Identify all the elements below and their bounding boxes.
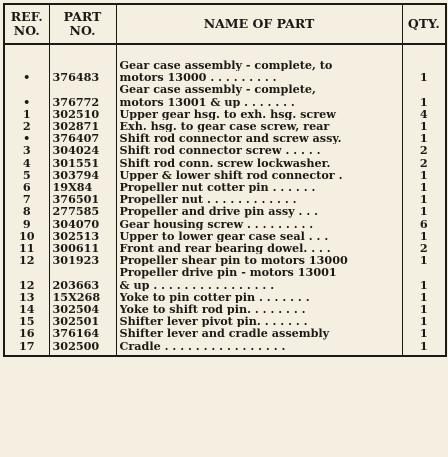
part-name-line: Yoke to pin cotter pin . . . . . . .: [119, 290, 310, 304]
part-name-line: Shift rod connector and screw assy.: [119, 132, 342, 145]
part-name-cell: [116, 59, 402, 83]
qty-cell: 1: [419, 120, 428, 133]
ref-no-header-line1: REF.: [10, 9, 43, 24]
part-name-line: Cradle . . . . . . . . . . . . . . . .: [119, 339, 286, 352]
table-row: [4, 230, 446, 242]
part-name-cell: [116, 144, 402, 156]
table-row: [4, 59, 446, 83]
part-name-line: Exh. hsg. to gear case screw, rear: [119, 120, 330, 133]
table-row: [4, 340, 446, 352]
part-no-cell: 304024: [49, 144, 116, 156]
qty-cell: 6: [419, 217, 428, 230]
table-row: [4, 181, 446, 193]
qty-cell: 2: [419, 156, 428, 169]
part-name-line: motors 13001 & up . . . . . . .: [119, 95, 295, 108]
part-name-line: Shift rod connector screw . . . . .: [119, 144, 321, 157]
qty-cell: 1: [419, 205, 428, 218]
part-name-line: Gear housing screw . . . . . . . . .: [119, 217, 314, 230]
part-name-line: Propeller nut cotter pin . . . . . .: [119, 181, 316, 194]
part-name-cell: [116, 169, 402, 181]
qty-cell: 1: [419, 277, 428, 291]
part-name-line: Gear case assembly - complete,: [119, 83, 316, 96]
table-spacer-row: [4, 44, 446, 59]
part-name-cell: [116, 254, 402, 266]
ref-no-cell: 16: [4, 327, 49, 339]
part-no-cell: 302500: [49, 340, 116, 352]
part-name-line: Shifter lever pivot pin. . . . . . .: [119, 315, 308, 328]
part-name-cell: [116, 303, 402, 315]
ref-no-cell: 1: [4, 108, 49, 120]
part-no-cell: 19X84: [49, 181, 116, 193]
part-name-cell: [116, 230, 402, 242]
table-row: [4, 254, 446, 266]
qty-cell: 1: [419, 339, 428, 352]
part-no-cell: 376483: [49, 59, 116, 83]
table-row: [4, 266, 446, 290]
part-no-header: [49, 4, 116, 44]
part-no-cell: 376407: [49, 132, 116, 144]
part-no-cell: 15X268: [49, 291, 116, 303]
part-name-cell: [116, 327, 402, 339]
part-no-cell: 203663: [49, 266, 116, 290]
ref-no-cell: 13: [4, 291, 49, 303]
part-name-line: & up . . . . . . . . . . . . . . . .: [119, 278, 275, 291]
qty-cell: 1: [419, 229, 428, 243]
qty-cell: 1: [419, 181, 428, 194]
qty-cell: 1: [419, 327, 428, 340]
parts-table: [3, 3, 447, 357]
part-name-line: Upper gear hsg. to exh. hsg. screw: [119, 107, 336, 121]
part-name-cell: [116, 340, 402, 352]
table-row: [4, 169, 446, 181]
part-no-header-line1: PART: [63, 9, 102, 24]
part-name-cell: [116, 291, 402, 303]
ref-no-cell: 17: [4, 340, 49, 352]
part-no-cell: 301923: [49, 254, 116, 266]
qty-cell: 2: [419, 144, 428, 157]
part-name-line: Gear case assembly - complete, to: [119, 59, 333, 72]
part-name-line: Propeller drive pin - motors 13001: [119, 266, 337, 279]
part-name-cell: [116, 205, 402, 217]
part-name-line: Upper & lower shift rod connector .: [119, 168, 343, 182]
table-row: [4, 303, 446, 315]
ref-no-cell: 10: [4, 230, 49, 242]
qty-cell: 1: [419, 132, 428, 145]
part-name-cell: [116, 218, 402, 230]
ref-no-cell: 14: [4, 303, 49, 315]
table-row: [4, 83, 446, 107]
table-row: [4, 193, 446, 205]
part-name-line: Propeller nut . . . . . . . . . . . .: [119, 193, 297, 206]
ref-no-cell: •: [4, 83, 49, 107]
ref-no-cell: 8: [4, 205, 49, 217]
part-name-line: Yoke to shift rod pin. . . . . . . .: [119, 303, 306, 316]
part-name-line: Shift rod conn. screw lockwasher.: [119, 156, 331, 169]
ref-no-cell: 12: [4, 254, 49, 266]
part-no-cell: 302513: [49, 230, 116, 242]
part-name-line: Upper to lower gear case seal . . .: [119, 229, 329, 243]
part-name-cell: [116, 132, 402, 144]
part-name-line: Front and rear bearing dowel. . . .: [119, 242, 331, 255]
ref-no-cell: 4: [4, 157, 49, 169]
qty-cell: 1: [419, 94, 428, 108]
part-name-cell: [116, 242, 402, 254]
table-row: [4, 218, 446, 230]
part-name-cell: [116, 193, 402, 205]
ref-no-cell: 15: [4, 315, 49, 327]
part-name-line: Propeller shear pin to motors 13000: [119, 254, 348, 267]
part-name-cell: [116, 315, 402, 327]
ref-no-cell: 2: [4, 120, 49, 132]
part-no-cell: 376501: [49, 193, 116, 205]
table-row: [4, 315, 446, 327]
part-no-cell: 376164: [49, 327, 116, 339]
part-name-line: Propeller and drive pin assy . . .: [119, 205, 319, 218]
ref-no-header-line2: NO.: [13, 23, 40, 38]
ref-no-cell: 12: [4, 266, 49, 290]
qty-cell: 1: [419, 290, 428, 304]
part-name-cell: [116, 120, 402, 132]
part-no-cell: 300611: [49, 242, 116, 254]
ref-no-cell: 3: [4, 144, 49, 156]
ref-no-cell: 7: [4, 193, 49, 205]
table-row: [4, 144, 446, 156]
part-no-cell: 302871: [49, 120, 116, 132]
qty-cell: 1: [419, 70, 428, 84]
name-of-part-header: NAME OF PART: [116, 4, 402, 44]
part-name-line: motors 13000 . . . . . . . . .: [119, 71, 277, 84]
parts-table-body: [4, 44, 446, 356]
part-no-cell: 303794: [49, 169, 116, 181]
qty-cell: 2: [419, 242, 428, 255]
part-no-cell: 301551: [49, 157, 116, 169]
part-no-cell: 302504: [49, 303, 116, 315]
part-no-cell: 302501: [49, 315, 116, 327]
part-name-line: Shifter lever and cradle assembly: [119, 327, 330, 340]
part-name-cell: [116, 83, 402, 107]
part-no-cell: 376772: [49, 83, 116, 107]
table-row: [4, 291, 446, 303]
qty-cell: 1: [419, 315, 428, 328]
ref-no-cell: •: [4, 132, 49, 144]
qty-cell: 4: [419, 107, 428, 121]
part-no-cell: 304070: [49, 218, 116, 230]
ref-no-header: [4, 4, 49, 44]
part-name-cell: [116, 108, 402, 120]
ref-no-cell: •: [4, 59, 49, 83]
part-name-cell: [116, 157, 402, 169]
table-row: [4, 132, 446, 144]
part-no-cell: 277585: [49, 205, 116, 217]
qty-cell: 1: [419, 303, 428, 316]
table-row: [4, 242, 446, 254]
qty-header: QTY.: [402, 4, 446, 44]
table-row: [4, 108, 446, 120]
part-no-header-line2: NO.: [69, 23, 96, 38]
table-row: [4, 327, 446, 339]
ref-no-cell: 6: [4, 181, 49, 193]
part-name-cell: [116, 181, 402, 193]
table-row: [4, 205, 446, 217]
ref-no-cell: 11: [4, 242, 49, 254]
table-row: [4, 120, 446, 132]
table-end-spacer: [4, 352, 446, 356]
part-no-cell: 302510: [49, 108, 116, 120]
part-name-cell: [116, 266, 402, 290]
qty-cell: 1: [419, 168, 428, 182]
qty-cell: 1: [419, 254, 428, 267]
header-row: [4, 4, 446, 44]
ref-no-cell: 9: [4, 218, 49, 230]
table-row: [4, 157, 446, 169]
ref-no-cell: 5: [4, 169, 49, 181]
qty-cell: 1: [419, 193, 428, 206]
